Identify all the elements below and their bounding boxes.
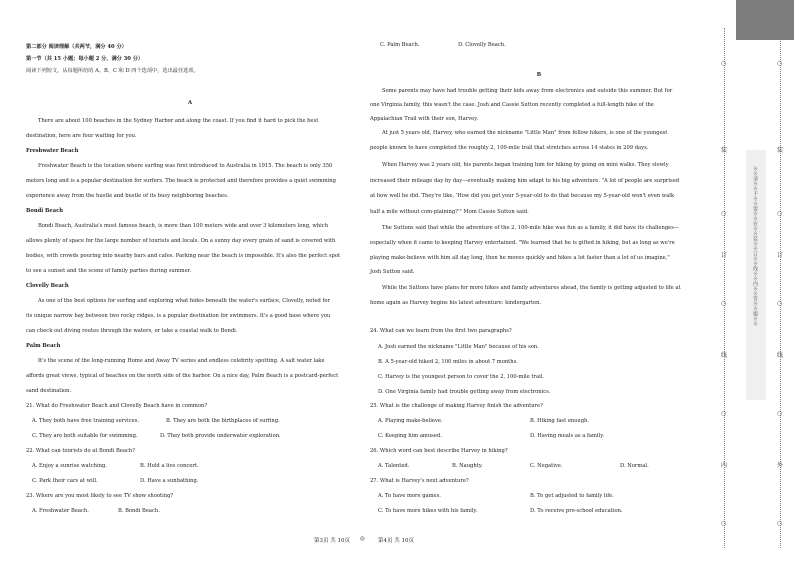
wai-mark: 外: [777, 462, 784, 469]
question-25: 25. What is the challenge of making Harvey finish the adventure?: [370, 403, 543, 409]
question-24: 24. What can we learn from the first two paragraphs?: [370, 328, 512, 334]
paragraph-line: There are about 100 beaches in the Sydney Harbor and along the coast. If you find it hard to pick the best: [38, 118, 319, 124]
question-23: 23. Where are you most likely to see TV show shooting?: [26, 493, 174, 499]
paragraph-line: Some parents may have had trouble getting their kids away from electronics and outside this summer. But for: [382, 88, 673, 94]
option-22a[interactable]: A. Enjoy a sunrise watching.: [32, 463, 107, 469]
nei-mark: 内: [721, 462, 728, 469]
ding-mark: 订: [777, 252, 784, 259]
option-22c[interactable]: C. Park their cars at will.: [32, 478, 98, 484]
heading-freshwater: Freshwater Beach: [26, 148, 79, 154]
option-21a[interactable]: A. They both have free training services.: [32, 418, 139, 424]
passage-letter-a: A: [187, 100, 193, 106]
paragraph-line: affords great views, typical of beaches on the north side of the harbor. On a nice day, Palm Beach is a postcard-perfect: [26, 373, 339, 379]
heading-clovelly: Clovelly Beach: [26, 283, 69, 289]
option-25b[interactable]: B. Hiking fast enough.: [530, 418, 590, 424]
option-23c[interactable]: C. Palm Beach.: [380, 42, 420, 48]
option-25a[interactable]: A. Playing make-believe.: [378, 418, 443, 424]
option-22d[interactable]: D. Have a sunbathing.: [140, 478, 199, 484]
option-25d[interactable]: D. Having meals as a family.: [530, 433, 605, 439]
option-24d[interactable]: D. One Virginia family had trouble getting away from electronics.: [378, 389, 551, 395]
option-23b[interactable]: B. Bondi Beach.: [118, 508, 160, 514]
paragraph-line: As one of the best options for surfing and exploring what hides beneath the water's surface, Clovelly, noted for: [38, 298, 331, 304]
paragraph-line: destination, here are four waiting for you.: [26, 133, 137, 139]
paragraph-line: home again as Harvey begins his latest adventure: kindergarten.: [370, 300, 542, 306]
paragraph-line: It's the scene of the long-running Home and Away TV series and endless celebrity spotting. A salt water lake: [38, 358, 325, 364]
ding-mark: 订: [721, 252, 728, 259]
right-page: [370, 0, 708, 562]
circle-mark: ○: [721, 520, 727, 527]
option-24a[interactable]: A. Josh earned the nickname "Little Man" because of his son.: [378, 344, 539, 350]
circle-mark: ○: [777, 520, 783, 527]
circle-mark: ○: [777, 210, 783, 217]
page-separator: ◎: [360, 536, 365, 542]
paragraph-line: increased their mileage day by day—eventually making him adapt to his big adventure. "A lot of people are surprised: [370, 178, 680, 184]
circle-mark: ○: [777, 60, 783, 67]
left-page: [26, 0, 354, 562]
page-number-left: 第3页 共 10页: [314, 538, 350, 544]
circle-mark: ○: [721, 410, 727, 417]
binding-line-outer: [780, 28, 781, 548]
paragraph-line: its unique narrow bay between two rocky ridges, is a popular destination for swimmers. It's a good base where you: [26, 313, 331, 319]
question-27: 27. What is Harvey's next adventure?: [370, 478, 469, 484]
option-22b[interactable]: B. Hold a live concert.: [140, 463, 199, 469]
subsection-title: 第一节（共 15 小题；每小题 2 分，满分 30 分）: [26, 56, 144, 62]
paragraph-line: Josh Sutton said.: [370, 269, 415, 275]
paragraph-line: When Harvey was 2 years old, his parents began training him for hiking by going on mini walks. They slowly: [382, 162, 669, 168]
option-27b[interactable]: B. To get adjusted to family life.: [530, 493, 614, 499]
option-27a[interactable]: A. To have more games.: [378, 493, 441, 499]
header-bar: [736, 0, 794, 40]
paragraph-line: Freshwater Beach is the location where surfing was first introduced to Australia in 1915. The beach is only 350: [38, 163, 333, 169]
option-26c[interactable]: C. Negative.: [530, 463, 563, 469]
page-number-right: 第4页 共 10页: [378, 538, 414, 544]
circle-mark: ○: [721, 60, 727, 67]
paragraph-line: While the Suttons have plans for more hikes and family adventures ahead, the family is getting adjusted to life at: [382, 285, 681, 291]
xian-mark: 线: [777, 352, 784, 359]
option-21d[interactable]: D. They both provide underwater exploration.: [160, 433, 281, 439]
circle-mark: ○: [721, 210, 727, 217]
section-title: 第二部分 阅读理解（共两节，满分 40 分）: [26, 44, 127, 50]
binding-line-inner: [724, 28, 725, 548]
instruction: 阅读下列短文，从每题所给的 A、B、C 和 D 四个选项中，选出最佳选项。: [26, 68, 199, 74]
paragraph-line: bodies, with crowds pouring into nearby bars and cafes. Parking near the beach is impossible. It's also the perfect spot: [26, 253, 341, 259]
paragraph-line: Appalachian Trail with their son, Harvey.: [370, 116, 479, 122]
paragraph-line: meters long and is a popular destination for surfers. The beach is protected and therefore provides a quiet swimming: [26, 178, 336, 184]
option-23a[interactable]: A. Freshwater Beach.: [32, 508, 89, 514]
paragraph-line: playing make-believe with him all day long, then he moves quickly and hikes a lot faster than a lot of us imagine,": [370, 255, 670, 261]
paragraph-line: half a mile without com-plaining?'" Mom Cassie Sutton said.: [370, 209, 529, 215]
option-27c[interactable]: C. To have more hikes with his family.: [378, 508, 478, 514]
question-22: 22. What can tourists do at Bondi Beach?: [26, 448, 135, 454]
paragraph-line: one Virginia family, this wasn't the case. Josh and Cassie Sutton recently completed a full-length hike of the: [370, 102, 654, 108]
passage-letter-b: B: [536, 72, 542, 78]
option-24c[interactable]: C. Harvey is the youngest person to cover the 2, 100-mile trail.: [378, 374, 545, 380]
option-23d[interactable]: D. Clovelly Beach.: [458, 42, 506, 48]
paragraph-line: to see a sunset and the scene of family parties during summer.: [26, 268, 192, 274]
paragraph-line: at how well he did. They're like, 'How did you get your 5-year-old to do that because my 5-year-old won't even walk: [370, 193, 675, 199]
zhuang-mark: 装: [721, 147, 728, 154]
paragraph-line: At just 5 years old, Harvey, who earned the nickname "Little Man" from fellow hikers, is one of the youngest: [382, 130, 668, 136]
paragraph-line: especially when it came to keeping Harvey entertained. "We learned that he is gifted in hiking, but as long as we're: [370, 240, 675, 246]
heading-bondi: Bondi Beach: [26, 208, 63, 214]
option-21c[interactable]: C. They are both suitable for swimming.: [32, 433, 138, 439]
option-26d[interactable]: D. Normal.: [620, 463, 649, 469]
question-26: 26. Which word can best describe Harvey in hiking?: [370, 448, 508, 454]
circle-mark: ○: [777, 300, 783, 307]
circle-mark: ○: [721, 300, 727, 307]
question-21: 21. What do Freshwater Beach and Clovelly Beach have in common?: [26, 403, 208, 409]
binding-notice: ※※请※※不※※要※※在※※装※※订※※线※※内※※答※※题※※: [752, 166, 758, 326]
paragraph-line: can check out diving routes through the waters, or take a coastal walk to Bondi.: [26, 328, 238, 334]
paragraph-line: allows plenty of space for the large number of tourists and locals. On a sunny day every grain of sand is covered with: [26, 238, 336, 244]
paragraph-line: The Suttons said that while the adventure of the 2, 100-mile hike was fun as a family, it did have its challenges—: [382, 225, 680, 231]
circle-mark: ○: [777, 410, 783, 417]
heading-palm: Palm Beach: [26, 343, 61, 349]
zhuang-mark: 装: [777, 147, 784, 154]
paragraph-line: sand destination.: [26, 388, 72, 394]
option-25c[interactable]: C. Keeping him amused.: [378, 433, 442, 439]
xian-mark: 线: [721, 352, 728, 359]
option-26b[interactable]: B. Naughty.: [452, 463, 483, 469]
paragraph-line: people known to have completed the roughly 2, 100-mile trail that stretches across 14 states in 209 days.: [370, 145, 649, 151]
option-21b[interactable]: B. They are both the birthplaces of surfing.: [166, 418, 280, 424]
paragraph-line: Bondi Beach, Australia's most famous beach, is more than 100 meters wide and over 3 kilometers long, which: [38, 223, 329, 229]
option-27d[interactable]: D. To receive pre-school education.: [530, 508, 623, 514]
option-24b[interactable]: B. A 5-year-old hiked 2, 100 miles in about 7 months.: [378, 359, 518, 365]
paragraph-line: experience away from the hustle and bustle of its busy neighboring beaches.: [26, 193, 229, 199]
option-26a[interactable]: A. Talented.: [378, 463, 410, 469]
